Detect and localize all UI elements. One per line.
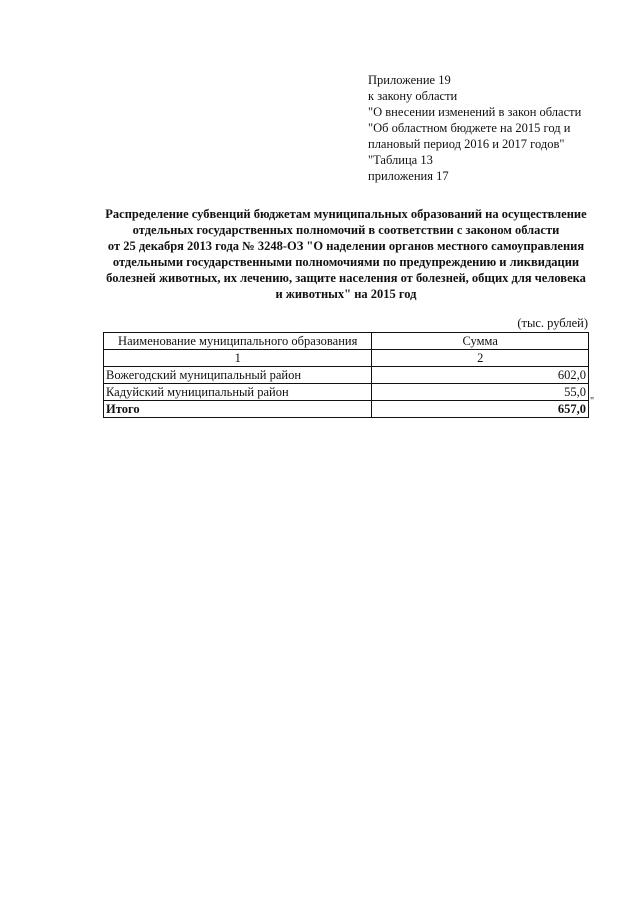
table-column-number-row [104, 350, 589, 367]
table-row [104, 384, 589, 401]
column-number: 2 [372, 350, 589, 367]
appendix-line: "О внесении изменений в закон области [368, 105, 582, 119]
row-sum: 602,0 [372, 367, 589, 384]
subvention-table [103, 332, 589, 418]
title-line: от 25 декабря 2013 года № 3248-ОЗ "О наделении органов местного самоуправления [107, 239, 585, 253]
appendix-line: "Таблица 13 [368, 153, 433, 167]
units-label: (тыс. рублей) [517, 316, 588, 330]
appendix-line: "Об областном бюджете на 2015 год и [368, 121, 571, 135]
appendix-line: к закону области [368, 89, 458, 103]
header-name: Наименование муниципального образования [104, 333, 372, 350]
table-header-row [104, 333, 589, 350]
title-line: Распределение субвенций бюджетам муниципальных образований на осуществление [105, 207, 587, 221]
row-sum: 55,0 [372, 384, 589, 401]
table-total-row [104, 401, 589, 418]
title-line: отдельными государственными полномочиями по предупреждению и ликвидации [112, 255, 580, 269]
appendix-line: приложения 17 [368, 169, 449, 183]
title-line: болезней животных, их лечению, защите населения от болезней, общих для человека [106, 271, 586, 285]
title-line: и животных" на 2015 год [275, 287, 417, 301]
row-name: Вожегодский муниципальный район [104, 367, 372, 384]
appendix-line: плановый период 2016 и 2017 годов" [368, 137, 565, 151]
appendix-reference [368, 72, 618, 184]
total-sum: 657,0 [372, 401, 589, 418]
appendix-line: Приложение 19 [368, 73, 451, 87]
row-name: Кадуйский муниципальный район [104, 384, 372, 401]
column-number: 1 [104, 350, 372, 367]
document-title [96, 206, 596, 302]
title-line: отдельных государственных полномочий в соответствии с законом области [132, 223, 560, 237]
table-row [104, 367, 589, 384]
header-sum: Сумма [372, 333, 589, 350]
closing-quote-mark: " [590, 396, 595, 407]
total-label: Итого [104, 401, 372, 418]
